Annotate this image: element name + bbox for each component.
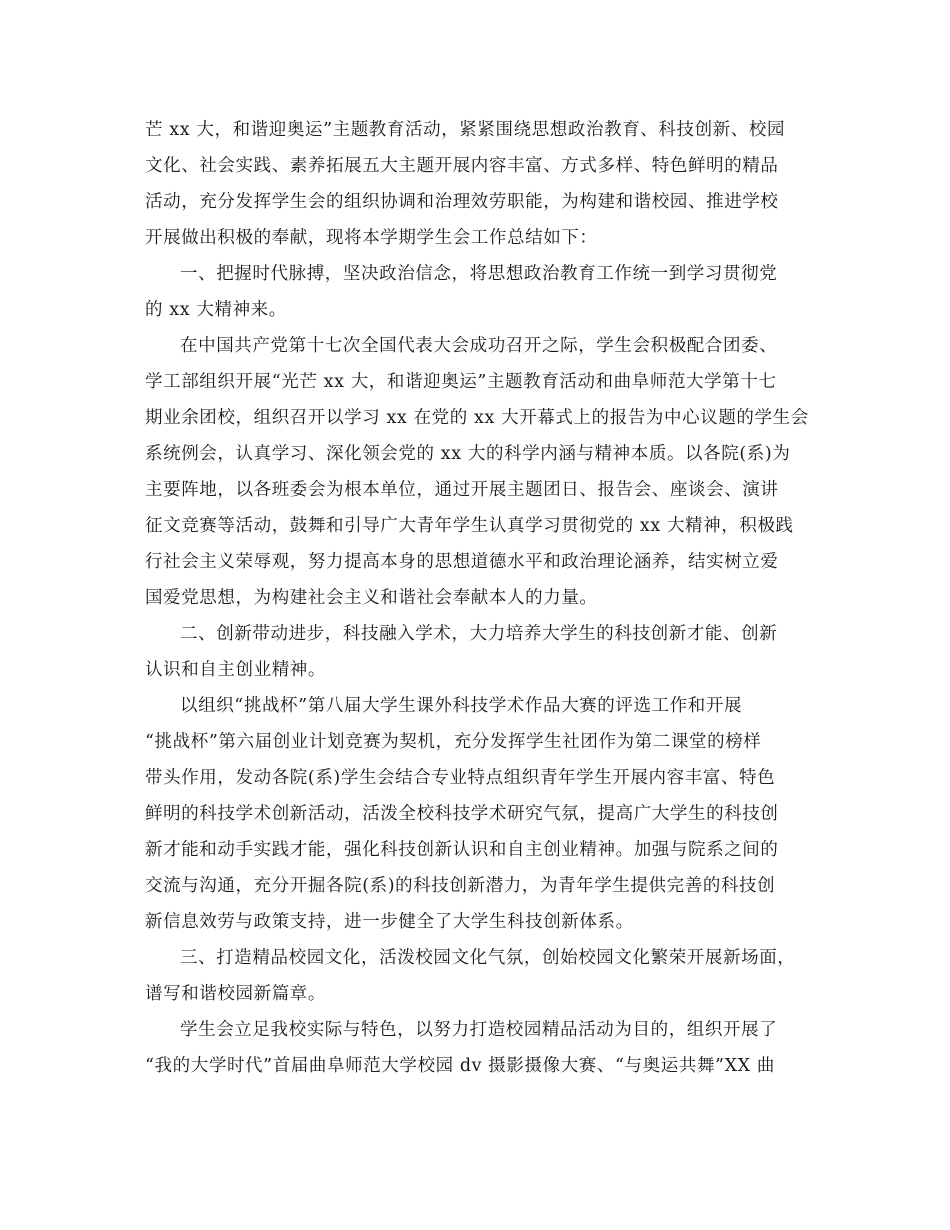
text-line: 以组织“挑战杯”第八届大学生课外科技学术作品大赛的评选工作和开展 — [180, 696, 743, 716]
text-line: 开展做出积极的奉献，现将本学期学生会工作总结如下： — [145, 228, 598, 248]
text-line: 在中国共产党第十七次全国代表大会成功召开之际，学生会积极配合团委、 — [180, 336, 778, 356]
text-line: “挑战杯”第六届创业计划竞赛为契机，充分发挥学生社团作为第二课堂的榜样 — [145, 732, 762, 752]
section-heading: 一、把握时代脉搏，坚决政治信念，将思想政治教育工作统一到学习贯彻党 — [180, 264, 778, 284]
section-heading-cont: 谱写和谐校园新篇章。 — [145, 984, 326, 1004]
text-line: 芒 xx 大，和谐迎奥运”主题教育活动，紧紧围绕思想政治教育、科技创新、校园 — [145, 120, 786, 140]
text-line: 行社会主义荣辱观，努力提高本身的思想道德水平和政治理论涵养，结实树立爱 — [145, 552, 779, 572]
text-line: 国爱党思想，为构建社会主义和谐社会奉献本人的力量。 — [145, 588, 598, 608]
text-line: 征文竞赛等活动，鼓舞和引导广大青年学生认真学习贯彻党的 xx 大精神，积极践 — [145, 516, 794, 536]
section-heading: 三、打造精品校园文化，活泼校园文化气氛，创始校园文化繁荣开展新场面， — [180, 948, 796, 968]
text-line: 带头作用，发动各院(系)学生会结合专业特点组织青年学生开展内容丰富、特色 — [145, 768, 776, 788]
text-line: 鲜明的科技学术创新活动，活泼全校科技学术研究气氛，提高广大学生的科技创 — [145, 804, 779, 824]
section-heading-cont: 的 xx 大精神来。 — [145, 300, 287, 320]
text-line: 系统例会，认真学习、深化领会党的 xx 大的科学内涵与精神本质。以各院(系)为 — [145, 444, 791, 464]
text-line: 活动，充分发挥学生会的组织协调和治理效劳职能，为构建和谐校园、推进学校 — [145, 192, 779, 212]
section-heading: 二、创新带动进步，科技融入学术，大力培养大学生的科技创新才能、创新 — [180, 624, 778, 644]
text-line: 主要阵地，以各班委会为根本单位，通过开展主题团日、报告会、座谈会、演讲 — [145, 480, 779, 500]
text-line: 交流与沟通，充分开掘各院(系)的科技创新潜力，为青年学生提供完善的科技创 — [145, 876, 776, 896]
text-line: 学工部组织开展“光芒 xx 大，和谐迎奥运”主题教育活动和曲阜师范大学第十七 — [145, 372, 777, 392]
text-line: 期业余团校，组织召开以学习 xx 在党的 xx 大开幕式上的报告为中心议题的学生会 — [145, 408, 809, 428]
section-heading-cont: 认识和自主创业精神。 — [145, 660, 326, 680]
text-line: “我的大学时代”首届曲阜师范大学校园 dv 摄影摄像大赛、“与奥运共舞”XX 曲 — [145, 1056, 775, 1076]
text-line: 新信息效劳与政策支持，进一步健全了大学生科技创新体系。 — [145, 912, 634, 932]
text-line: 学生会立足我校实际与特色，以努力打造校园精品活动为目的，组织开展了 — [180, 1020, 778, 1040]
text-line: 文化、社会实践、素养拓展五大主题开展内容丰富、方式多样、特色鲜明的精品 — [145, 156, 779, 176]
text-line: 新才能和动手实践才能，强化科技创新认识和自主创业精神。加强与院系之间的 — [145, 840, 779, 860]
